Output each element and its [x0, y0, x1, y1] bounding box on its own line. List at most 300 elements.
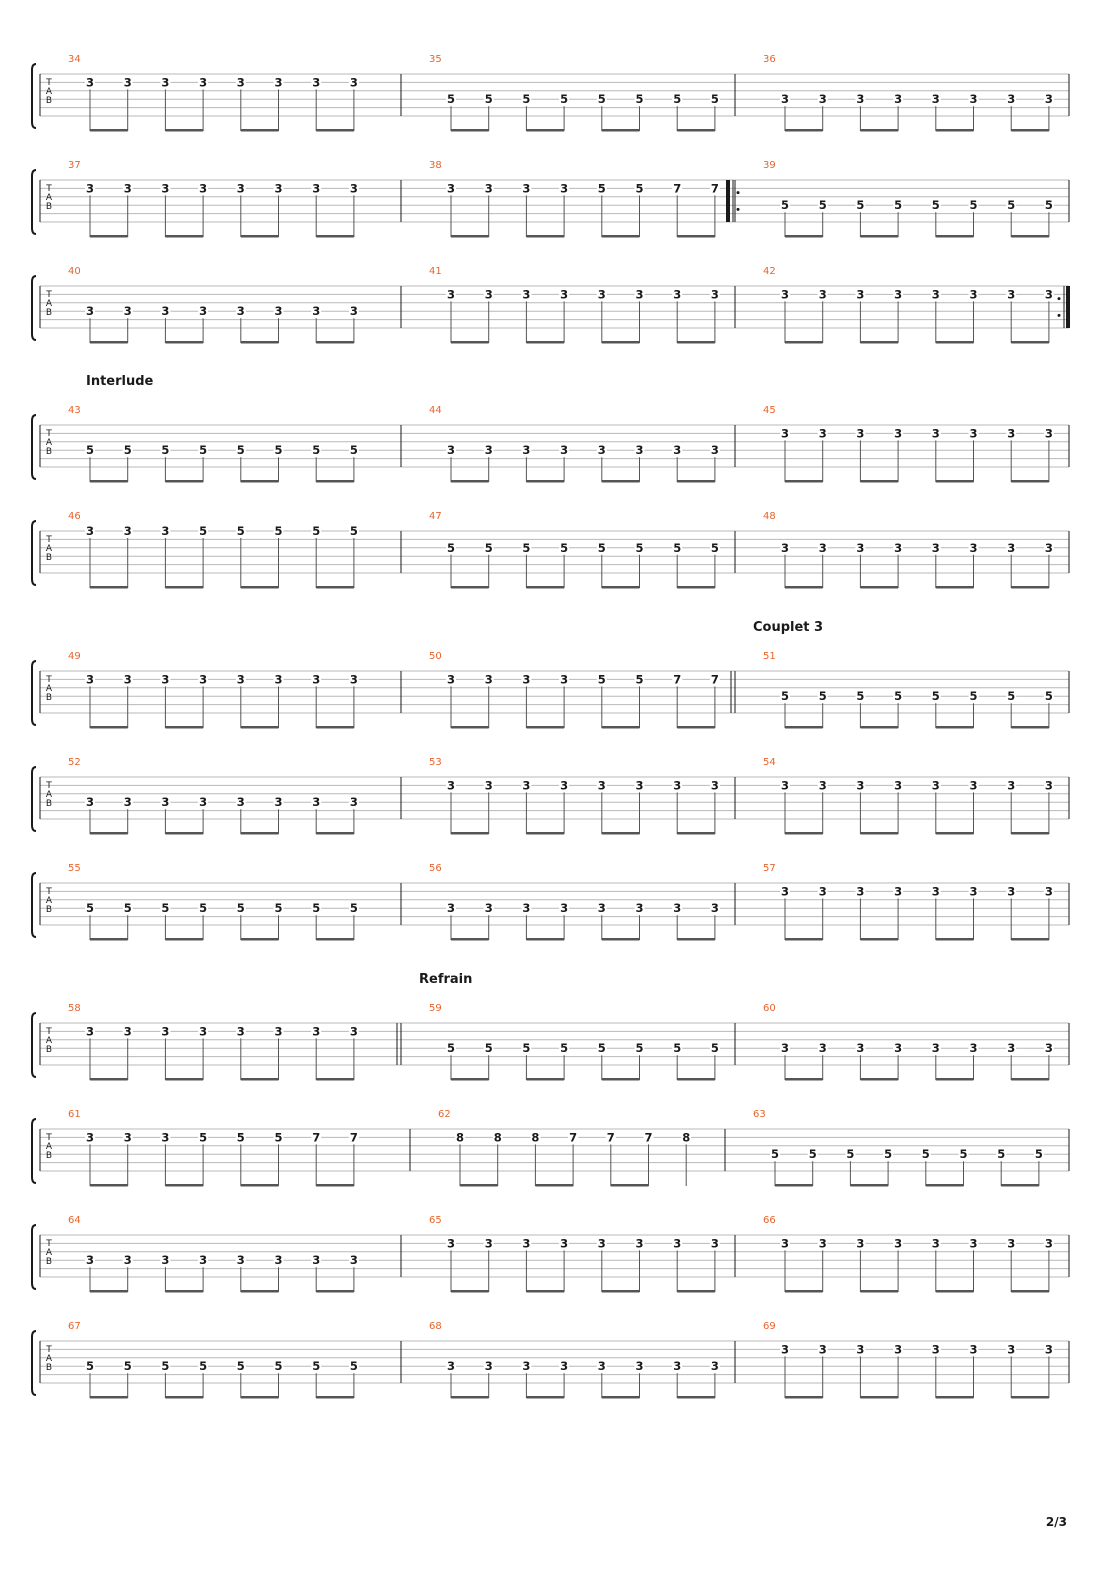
fret-number: 5 [522, 540, 531, 555]
fret-number: 3 [710, 1359, 719, 1374]
beam [677, 1396, 715, 1399]
beam [785, 1290, 823, 1293]
fret-number: 5 [199, 443, 208, 458]
beam [1011, 1078, 1049, 1081]
fret-number: 7 [673, 181, 682, 196]
fret-number: 3 [894, 884, 903, 899]
fret-number: 3 [818, 884, 827, 899]
fret-number: 3 [818, 778, 827, 793]
fret-number: 3 [199, 672, 208, 687]
measure-number: 59 [429, 1003, 442, 1014]
repeat-dot [1058, 297, 1061, 300]
beam [451, 1396, 489, 1399]
beam [316, 1290, 354, 1293]
fret-number: 3 [635, 1359, 644, 1374]
fret-number: 5 [312, 524, 321, 538]
fret-number: 3 [446, 287, 456, 302]
tab-system [32, 511, 1069, 589]
beam [860, 726, 898, 729]
beam [611, 1184, 649, 1187]
measure-number: 51 [763, 651, 776, 662]
fret-number: 5 [818, 689, 827, 704]
fret-number: 3 [123, 1253, 132, 1268]
fret-number: 3 [560, 672, 569, 687]
fret-number: 3 [560, 287, 569, 302]
fret-number: 3 [560, 901, 569, 916]
system-bracket [32, 661, 36, 725]
fret-number: 3 [894, 92, 903, 107]
tab-system [32, 266, 1070, 344]
beam [451, 586, 489, 589]
fret-number: 3 [161, 75, 170, 90]
fret-number: 5 [710, 92, 719, 107]
fret-number: 3 [161, 524, 170, 538]
fret-number: 3 [484, 1359, 493, 1374]
fret-number: 3 [123, 672, 132, 687]
fret-number: 5 [312, 901, 321, 916]
fret-number: 5 [85, 1359, 95, 1374]
fret-number: 7 [644, 1130, 653, 1145]
fret-number: 3 [236, 795, 245, 810]
tab-system [32, 863, 1069, 941]
fret-number: 5 [635, 672, 644, 687]
beam [451, 938, 489, 941]
fret-number: 3 [856, 1236, 865, 1251]
fret-number: 3 [446, 443, 456, 458]
beam [785, 480, 823, 483]
tab-clef-letter: T [46, 429, 52, 439]
fret-number: 3 [710, 287, 719, 302]
beam [860, 586, 898, 589]
tab-system [32, 54, 1069, 132]
fret-number: 3 [85, 181, 95, 196]
fret-number: 5 [522, 92, 531, 107]
fret-number: 3 [969, 92, 978, 107]
fret-number: 3 [123, 75, 132, 90]
measure-number: 61 [68, 1109, 81, 1120]
fret-number: 3 [1044, 540, 1053, 555]
fret-number: 5 [597, 672, 606, 687]
beam [90, 235, 128, 238]
fret-number: 3 [969, 287, 978, 302]
fret-number: 5 [349, 443, 358, 458]
beam [677, 341, 715, 344]
fret-number: 3 [1044, 778, 1053, 793]
beam [90, 129, 128, 132]
fret-number: 3 [161, 1253, 170, 1268]
fret-number: 5 [597, 1041, 606, 1056]
fret-number: 3 [236, 304, 245, 319]
tab-clef-letter: B [45, 96, 53, 106]
fret-number: 3 [856, 92, 865, 107]
fret-number: 3 [780, 1342, 790, 1357]
fret-number: 3 [161, 304, 170, 319]
beam [860, 1078, 898, 1081]
fret-number: 3 [560, 443, 569, 458]
tab-clef-letter: B [45, 693, 53, 703]
fret-number: 3 [818, 540, 827, 555]
fret-number: 5 [597, 181, 606, 196]
fret-number: 3 [274, 1024, 283, 1039]
fret-number: 3 [161, 1130, 170, 1145]
fret-number: 3 [446, 901, 456, 916]
beam [785, 235, 823, 238]
fret-number: 3 [161, 181, 170, 196]
tab-system [32, 972, 1069, 1081]
beam [677, 235, 715, 238]
fret-number: 3 [969, 778, 978, 793]
beam [90, 938, 128, 941]
fret-number: 3 [349, 304, 358, 319]
fret-number: 3 [856, 540, 865, 555]
fret-number: 5 [522, 1041, 531, 1056]
section-label: Couplet 3 [753, 620, 824, 635]
fret-number: 5 [710, 540, 719, 555]
fret-number: 3 [1044, 1236, 1053, 1251]
tab-clef-letter: B [45, 905, 53, 915]
beam [785, 832, 823, 835]
measure-number: 38 [429, 160, 442, 171]
fret-number: 3 [199, 1253, 208, 1268]
tab-clef-letter: B [45, 447, 53, 457]
tab-clef-letter: A [45, 790, 53, 800]
fret-number: 3 [312, 75, 321, 90]
fret-number: 3 [484, 287, 493, 302]
page-number: 2/3 [1045, 1515, 1067, 1529]
fret-number: 3 [818, 287, 827, 302]
fret-number: 5 [484, 540, 493, 555]
fret-number: 5 [274, 1359, 283, 1374]
fret-number: 3 [85, 795, 95, 810]
fret-number: 5 [123, 1359, 132, 1374]
fret-number: 3 [635, 443, 644, 458]
fret-number: 3 [236, 1253, 245, 1268]
fret-number: 3 [931, 426, 940, 441]
fret-number: 3 [161, 795, 170, 810]
beam [165, 1184, 203, 1187]
fret-number: 3 [522, 181, 531, 196]
fret-number: 3 [349, 795, 358, 810]
repeat-dot [737, 191, 740, 194]
fret-number: 3 [673, 443, 682, 458]
beam [316, 586, 354, 589]
beam [90, 341, 128, 344]
beam [165, 235, 203, 238]
beam [165, 1290, 203, 1293]
fret-number: 5 [274, 524, 283, 538]
beam [936, 726, 974, 729]
fret-number: 5 [446, 540, 456, 555]
system-bracket [32, 1225, 36, 1289]
fret-number: 5 [931, 689, 940, 704]
fret-number: 3 [856, 778, 865, 793]
beam [526, 235, 564, 238]
beam [860, 235, 898, 238]
fret-number: 5 [274, 1130, 283, 1145]
fret-number: 3 [1007, 1236, 1016, 1251]
fret-number: 3 [123, 1024, 132, 1039]
fret-number: 5 [484, 92, 493, 107]
fret-number: 5 [560, 92, 569, 107]
fret-number: 3 [1007, 540, 1016, 555]
measure-number: 69 [763, 1321, 776, 1332]
tab-clef-letter: T [46, 675, 52, 685]
beam [526, 480, 564, 483]
fret-number: 3 [522, 443, 531, 458]
beam [602, 480, 640, 483]
fret-number: 3 [673, 1236, 682, 1251]
tab-system [32, 1215, 1069, 1293]
measure-number: 35 [429, 54, 442, 65]
tab-clef-letter: A [45, 896, 53, 906]
fret-number: 3 [969, 1342, 978, 1357]
fret-number: 5 [1007, 198, 1016, 213]
beam [602, 1290, 640, 1293]
beam [926, 1184, 964, 1187]
beam [936, 832, 974, 835]
fret-number: 5 [780, 689, 790, 704]
fret-number: 8 [493, 1130, 502, 1145]
fret-number: 7 [349, 1130, 358, 1145]
fret-number: 3 [85, 524, 95, 538]
fret-number: 8 [531, 1130, 540, 1145]
beam [90, 1290, 128, 1293]
system-bracket [32, 415, 36, 479]
fret-number: 3 [349, 75, 358, 90]
fret-number: 3 [1007, 1041, 1016, 1056]
tab-clef-letter: A [45, 1354, 53, 1364]
fret-number: 3 [635, 287, 644, 302]
fret-number: 3 [446, 778, 456, 793]
fret-number: 5 [446, 1041, 456, 1056]
fret-number: 3 [484, 778, 493, 793]
fret-number: 3 [710, 901, 719, 916]
beam [602, 341, 640, 344]
fret-number: 5 [969, 198, 978, 213]
fret-number: 3 [560, 778, 569, 793]
fret-number: 5 [123, 443, 132, 458]
measure-number: 66 [763, 1215, 776, 1226]
fret-number: 3 [931, 1236, 940, 1251]
measure-number: 49 [68, 651, 81, 662]
tab-clef-letter: T [46, 184, 52, 194]
fret-number: 3 [274, 672, 283, 687]
tab-clef-letter: A [45, 87, 53, 97]
tab-clef-letter: T [46, 781, 52, 791]
tab-clef-letter: A [45, 193, 53, 203]
tab-system [32, 1321, 1069, 1399]
fret-number: 3 [522, 287, 531, 302]
beam [677, 1078, 715, 1081]
fret-number: 3 [199, 181, 208, 196]
fret-number: 5 [85, 443, 95, 458]
beam [165, 832, 203, 835]
fret-number: 3 [161, 672, 170, 687]
measure-number: 56 [429, 863, 442, 874]
repeat-dot [1058, 314, 1061, 317]
beam [526, 938, 564, 941]
fret-number: 3 [199, 304, 208, 319]
tab-clef-letter: A [45, 1248, 53, 1258]
beam [526, 586, 564, 589]
fret-number: 5 [236, 524, 245, 538]
fret-number: 5 [312, 443, 321, 458]
fret-number: 3 [1007, 1342, 1016, 1357]
tab-clef-letter: B [45, 1363, 53, 1373]
fret-number: 3 [894, 287, 903, 302]
fret-number: 5 [236, 1359, 245, 1374]
beam [451, 726, 489, 729]
tab-clef-letter: T [46, 1133, 52, 1143]
fret-number: 3 [931, 884, 940, 899]
fret-number: 5 [856, 198, 865, 213]
fret-number: 5 [484, 1041, 493, 1056]
fret-number: 3 [199, 795, 208, 810]
beam [451, 1290, 489, 1293]
beam [316, 341, 354, 344]
fret-number: 3 [85, 1130, 95, 1145]
fret-number: 3 [931, 92, 940, 107]
fret-number: 5 [274, 901, 283, 916]
section-label: Interlude [86, 374, 154, 389]
beam [936, 235, 974, 238]
beam [451, 129, 489, 132]
beam [860, 832, 898, 835]
measure-number: 45 [763, 405, 776, 416]
fret-number: 3 [780, 92, 790, 107]
measure-number: 62 [438, 1109, 451, 1120]
measure-number: 48 [763, 511, 776, 522]
tab-clef-letter: T [46, 1345, 52, 1355]
beam [316, 480, 354, 483]
measure-number: 65 [429, 1215, 442, 1226]
fret-number: 5 [635, 1041, 644, 1056]
beam [241, 938, 279, 941]
fret-number: 3 [1044, 1041, 1053, 1056]
fret-number: 5 [808, 1147, 817, 1162]
fret-number: 3 [522, 901, 531, 916]
fret-number: 5 [349, 901, 358, 916]
fret-number: 3 [274, 1253, 283, 1268]
measure-number: 39 [763, 160, 776, 171]
measure-number: 50 [429, 651, 442, 662]
fret-number: 3 [597, 1359, 606, 1374]
beam [602, 1396, 640, 1399]
beam [785, 1078, 823, 1081]
beam [1011, 1290, 1049, 1293]
fret-number: 3 [597, 443, 606, 458]
fret-number: 5 [673, 540, 682, 555]
beam [526, 726, 564, 729]
tab-clef-letter: T [46, 1239, 52, 1249]
fret-number: 3 [123, 1130, 132, 1145]
fret-number: 3 [1007, 287, 1016, 302]
fret-number: 7 [710, 181, 719, 196]
measure-number: 41 [429, 266, 442, 277]
beam [1001, 1184, 1039, 1187]
fret-number: 3 [856, 426, 865, 441]
beam [1011, 480, 1049, 483]
fret-number: 5 [161, 443, 170, 458]
beam [451, 832, 489, 835]
measure-number: 40 [68, 266, 81, 277]
fret-number: 3 [312, 304, 321, 319]
beam [241, 1184, 279, 1187]
beam [526, 129, 564, 132]
fret-number: 5 [236, 1130, 245, 1145]
fret-number: 3 [635, 1236, 644, 1251]
fret-number: 3 [349, 1253, 358, 1268]
fret-number: 3 [85, 672, 95, 687]
measure-number: 68 [429, 1321, 442, 1332]
fret-number: 3 [635, 901, 644, 916]
fret-number: 3 [673, 778, 682, 793]
beam [451, 480, 489, 483]
fret-number: 3 [274, 304, 283, 319]
beam [677, 129, 715, 132]
fret-number: 5 [446, 92, 456, 107]
beam [241, 1396, 279, 1399]
fret-number: 3 [780, 884, 790, 899]
fret-number: 3 [931, 778, 940, 793]
fret-number: 3 [894, 540, 903, 555]
tab-clef-letter: T [46, 535, 52, 545]
fret-number: 5 [635, 92, 644, 107]
fret-number: 5 [846, 1147, 855, 1162]
fret-number: 5 [921, 1147, 930, 1162]
fret-number: 3 [597, 901, 606, 916]
fret-number: 7 [710, 672, 719, 687]
tab-clef-letter: A [45, 1036, 53, 1046]
fret-number: 5 [199, 524, 208, 538]
fret-number: 5 [597, 92, 606, 107]
beam [860, 1290, 898, 1293]
beam [1011, 938, 1049, 941]
fret-number: 3 [780, 426, 790, 441]
beam [241, 1290, 279, 1293]
beam [241, 832, 279, 835]
beam [165, 726, 203, 729]
beam [936, 129, 974, 132]
measure-number: 34 [68, 54, 81, 65]
fret-number: 3 [484, 672, 493, 687]
fret-number: 5 [274, 443, 283, 458]
fret-number: 5 [349, 524, 358, 538]
beam [860, 480, 898, 483]
fret-number: 3 [780, 1041, 790, 1056]
measure-number: 44 [429, 405, 442, 416]
fret-number: 5 [312, 1359, 321, 1374]
tab-clef-letter: T [46, 887, 52, 897]
fret-number: 3 [710, 443, 719, 458]
beam [526, 1290, 564, 1293]
tab-clef-letter: B [45, 1045, 53, 1055]
tab-clef-letter: A [45, 299, 53, 309]
fret-number: 3 [446, 672, 456, 687]
fret-number: 3 [931, 1342, 940, 1357]
beam [936, 480, 974, 483]
tab-clef-letter: T [46, 78, 52, 88]
beam [677, 480, 715, 483]
beam [1011, 1396, 1049, 1399]
fret-number: 3 [1044, 426, 1053, 441]
tab-clef-letter: B [45, 308, 53, 318]
beam [785, 1396, 823, 1399]
beam [90, 726, 128, 729]
beam [860, 341, 898, 344]
beam [785, 938, 823, 941]
fret-number: 5 [959, 1147, 968, 1162]
